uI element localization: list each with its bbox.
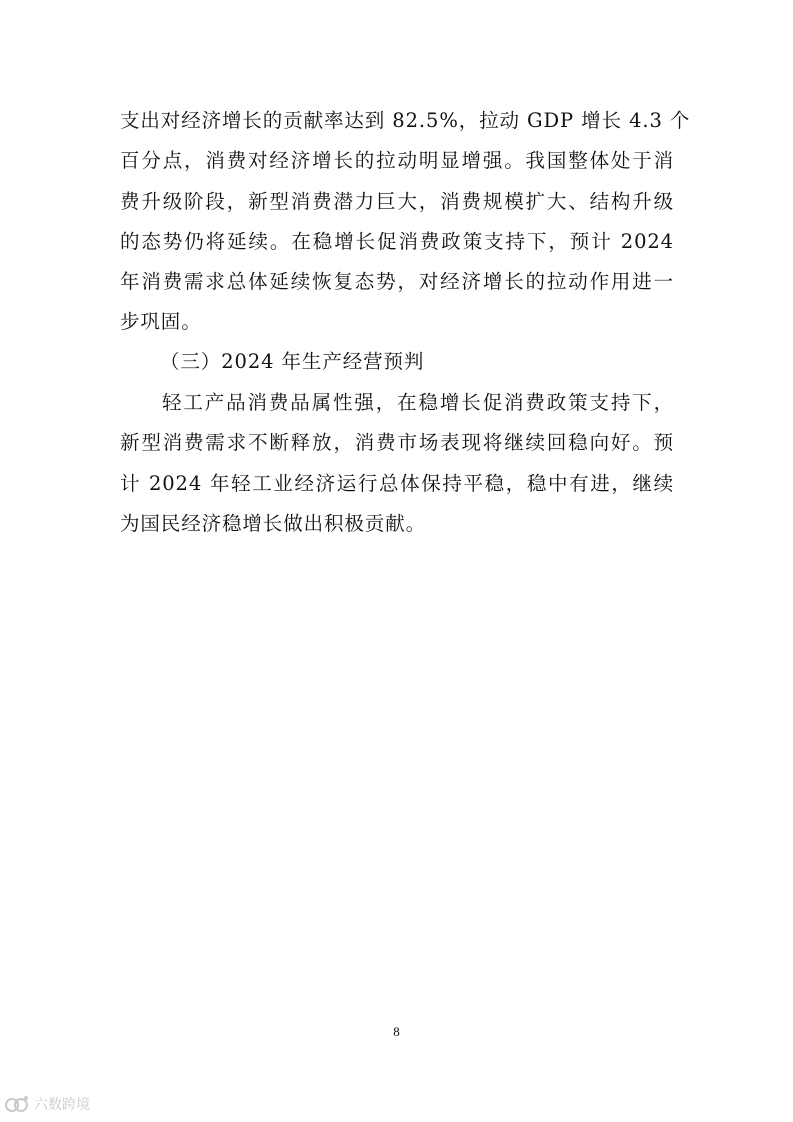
- paragraph-line: 的态势仍将延续。在稳增长促消费政策支持下，预计 2024: [120, 230, 674, 253]
- page-number: 8: [393, 1024, 400, 1039]
- paragraph-line: 步巩固。: [120, 310, 202, 333]
- paragraph-line: 支出对经济增长的贡献率达到 82.5%，拉动 GDP 增长 4.3 个: [120, 109, 691, 132]
- paragraph-line: 年消费需求总体延续恢复态势，对经济增长的拉动作用进一: [120, 270, 674, 293]
- watermark-logo-icon: [4, 1094, 30, 1114]
- paragraph-line: 费升级阶段，新型消费潜力巨大，消费规模扩大、结构升级: [120, 190, 674, 213]
- paragraph-line: 为国民经济稳增长做出积极贡献。: [120, 512, 427, 535]
- paragraph-line: 轻工产品消费品属性强，在稳增长促消费政策支持下，: [162, 391, 674, 414]
- paragraph-line: 计 2024 年轻工业经济运行总体保持平稳，稳中有进，继续: [120, 472, 674, 495]
- paragraph-line: 百分点，消费对经济增长的拉动明显增强。我国整体处于消: [120, 149, 674, 172]
- paragraph-line: 新型消费需求不断释放，消费市场表现将继续回稳向好。预: [120, 431, 674, 454]
- watermark-text: 六数跨境: [34, 1097, 90, 1113]
- watermark: [4, 1094, 90, 1114]
- section-heading: （三）2024 年生产经营预判: [160, 350, 425, 373]
